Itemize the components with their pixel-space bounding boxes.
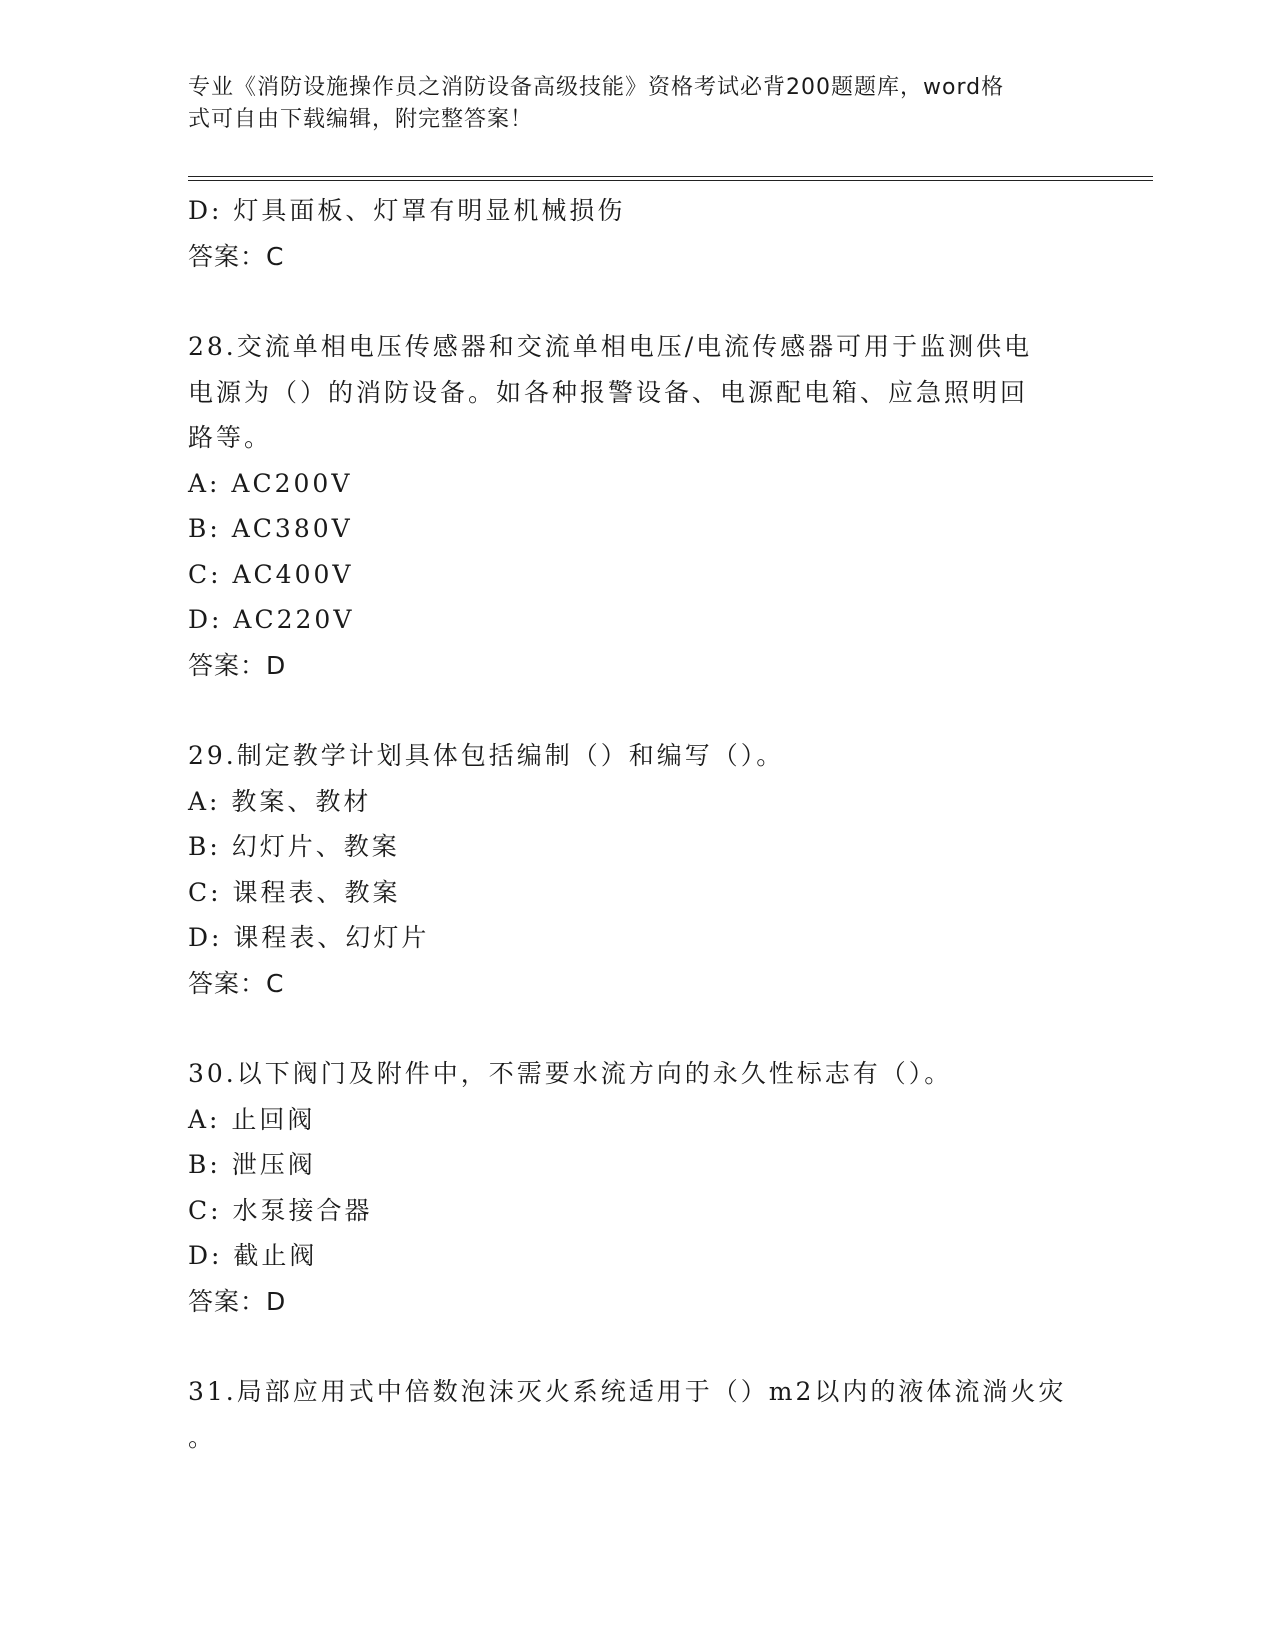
- option-b: B: AC380V: [188, 514, 353, 543]
- question-29: [188, 733, 1088, 1006]
- option-b: B: 泄压阀: [188, 1150, 316, 1179]
- answer-line: 答案：D: [188, 1286, 287, 1316]
- answer-line: 答案：D: [188, 650, 287, 680]
- question-stem-line: 路等。: [188, 423, 273, 452]
- option-d: D: 截止阀: [188, 1241, 318, 1270]
- question-27-fragment: [188, 188, 1088, 279]
- document-body: [188, 188, 1088, 1460]
- question-stem-line: 28.交流单相电压传感器和交流单相电压/电流传感器可用于监测供电: [188, 332, 1033, 361]
- header-line-2: 式可自由下载编辑，附完整答案！: [188, 107, 534, 132]
- option-d: D: 课程表、幻灯片: [188, 923, 430, 952]
- header-divider: [188, 176, 1153, 181]
- option-a: A: AC200V: [188, 468, 353, 498]
- spacer: [188, 688, 1088, 733]
- question-stem-line: 31.局部应用式中倍数泡沫灭火系统适用于（）m2以内的液体流淌火灾: [188, 1377, 1067, 1406]
- option-b: B: 幻灯片、教案: [188, 832, 400, 861]
- question-stem-line: 29.制定教学计划具体包括编制（）和编写（）。: [188, 741, 785, 770]
- question-28: [188, 324, 1088, 688]
- answer-line: 答案：C: [188, 241, 285, 271]
- question-30: [188, 1051, 1088, 1324]
- question-stem-line: 。: [188, 1422, 217, 1452]
- spacer: [188, 1324, 1088, 1369]
- question-stem-line: 电源为（）的消防设备。如各种报警设备、电源配电箱、应急照明回: [188, 377, 1029, 407]
- document-header: [188, 72, 1068, 136]
- spacer: [188, 1006, 1088, 1051]
- question-stem-line: 30.以下阀门及附件中，不需要水流方向的永久性标志有（）。: [188, 1059, 953, 1088]
- option-c: C: 课程表、教案: [188, 877, 401, 907]
- option-d: D: 灯具面板、灯罩有明显机械损伤: [188, 196, 626, 225]
- option-a: A: 止回阀: [188, 1104, 316, 1134]
- option-c: C: AC400V: [188, 559, 354, 589]
- question-31: [188, 1369, 1088, 1460]
- option-a: A: 教案、教材: [188, 786, 372, 816]
- option-c: C: 水泵接合器: [188, 1195, 373, 1225]
- header-line-1: 专业《消防设施操作员之消防设备高级技能》资格考试必背200题题库，word格: [188, 75, 1005, 100]
- spacer: [188, 279, 1088, 324]
- option-d: D: AC220V: [188, 605, 355, 634]
- answer-line: 答案：C: [188, 968, 285, 998]
